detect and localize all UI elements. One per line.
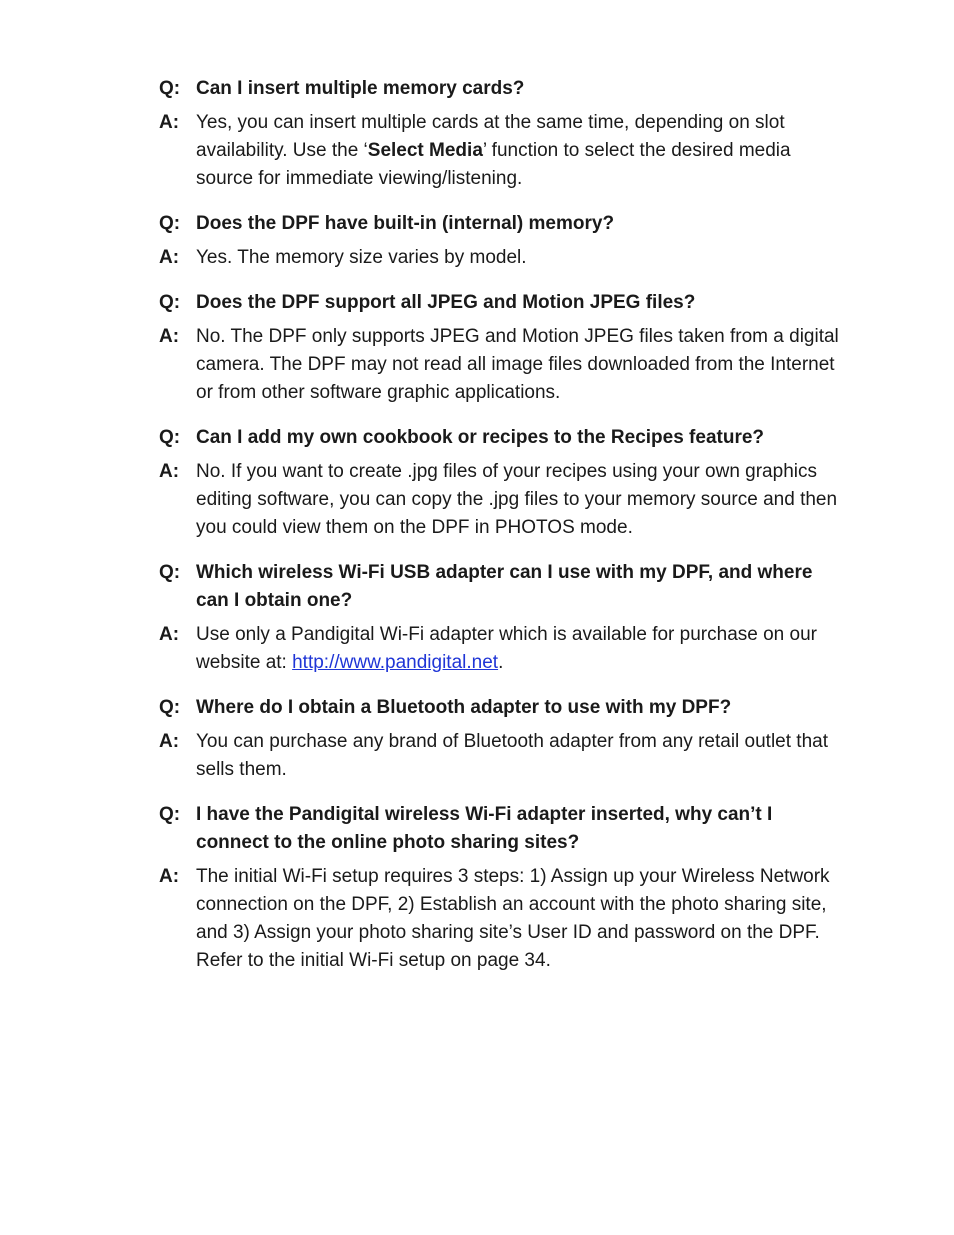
faq-item [159, 559, 849, 677]
answer-row [159, 244, 849, 272]
question-prefix: Q: [159, 562, 181, 583]
question-prefix: Q: [159, 427, 181, 448]
answer-text-part: . [498, 652, 504, 673]
question-text: Does the DPF support all JPEG and Motion JPEG files? [196, 292, 696, 313]
question-row [159, 210, 849, 238]
answer-prefix: A: [159, 624, 180, 645]
answer-prefix: A: [159, 461, 180, 482]
faq-item [159, 694, 849, 784]
answer-row [159, 728, 849, 784]
answer-row [159, 458, 849, 542]
question-row [159, 801, 849, 857]
question-text: Which wireless Wi-Fi USB adapter can I use with my DPF, and where can I obtain one? [196, 562, 813, 611]
answer-text: Yes. The memory size varies by model. [196, 247, 527, 268]
answer-text: You can purchase any brand of Bluetooth adapter from any retail outlet that sells them. [196, 731, 828, 780]
answer-text: No. If you want to create .jpg files of your recipes using your own graphics editing software, you can copy the .jpg files to your memory source and then you could view them on the DPF in PHOTOS mode. [196, 461, 838, 538]
answer-text-part: Use only a Pandigital Wi-Fi adapter which is available for purchase on our website at: [196, 624, 817, 673]
answer-prefix: A: [159, 112, 180, 133]
question-text: I have the Pandigital wireless Wi-Fi adapter inserted, why can’t I connect to the online photo sharing sites? [196, 804, 773, 853]
question-text: Can I add my own cookbook or recipes to the Recipes feature? [196, 427, 765, 448]
question-prefix: Q: [159, 78, 181, 99]
question-row [159, 424, 849, 452]
question-prefix: Q: [159, 292, 181, 313]
answer-text: The initial Wi-Fi setup requires 3 steps: 1) Assign up your Wireless Network connection on the DPF, 2) Establish an account with the photo sharing site, and 3) Assign your photo sharing site’s User ID and password on the DPF. Refer to the initial Wi-Fi setup on page 34. [196, 866, 830, 971]
answer-row [159, 863, 849, 975]
question-prefix: Q: [159, 804, 181, 825]
answer-prefix: A: [159, 326, 180, 347]
answer-text-part: Yes, you can insert multiple cards at the same time, depending on slot availability. Use the ‘ [196, 112, 785, 161]
question-text: Can I insert multiple memory cards? [196, 78, 525, 99]
answer-text [196, 109, 849, 193]
question-row [159, 289, 849, 317]
faq-item [159, 289, 849, 407]
select-media-label: Select Media [367, 140, 483, 161]
answer-text: No. The DPF only supports JPEG and Motion JPEG files taken from a digital camera. The DPF may not read all image files downloaded from the Internet or from other software graphic applications. [196, 326, 839, 403]
answer-row [159, 109, 849, 193]
pandigital-website-link[interactable]: http://www.pandigital.net [292, 652, 499, 673]
question-prefix: Q: [159, 697, 181, 718]
question-text: Does the DPF have built-in (internal) memory? [196, 213, 615, 234]
question-row [159, 694, 849, 722]
faq-list [159, 75, 849, 992]
question-text: Where do I obtain a Bluetooth adapter to use with my DPF? [196, 697, 732, 718]
answer-text [196, 621, 849, 677]
faq-item [159, 424, 849, 542]
answer-row [159, 323, 849, 407]
answer-text-part: ’ function to select the desired media source for immediate viewing/listening. [196, 140, 791, 189]
faq-item [159, 75, 849, 193]
question-row [159, 559, 849, 615]
question-prefix: Q: [159, 213, 181, 234]
faq-item [159, 801, 849, 975]
answer-prefix: A: [159, 731, 180, 752]
faq-item [159, 210, 849, 272]
answer-row [159, 621, 849, 677]
question-row [159, 75, 849, 103]
answer-prefix: A: [159, 247, 180, 268]
answer-prefix: A: [159, 866, 180, 887]
